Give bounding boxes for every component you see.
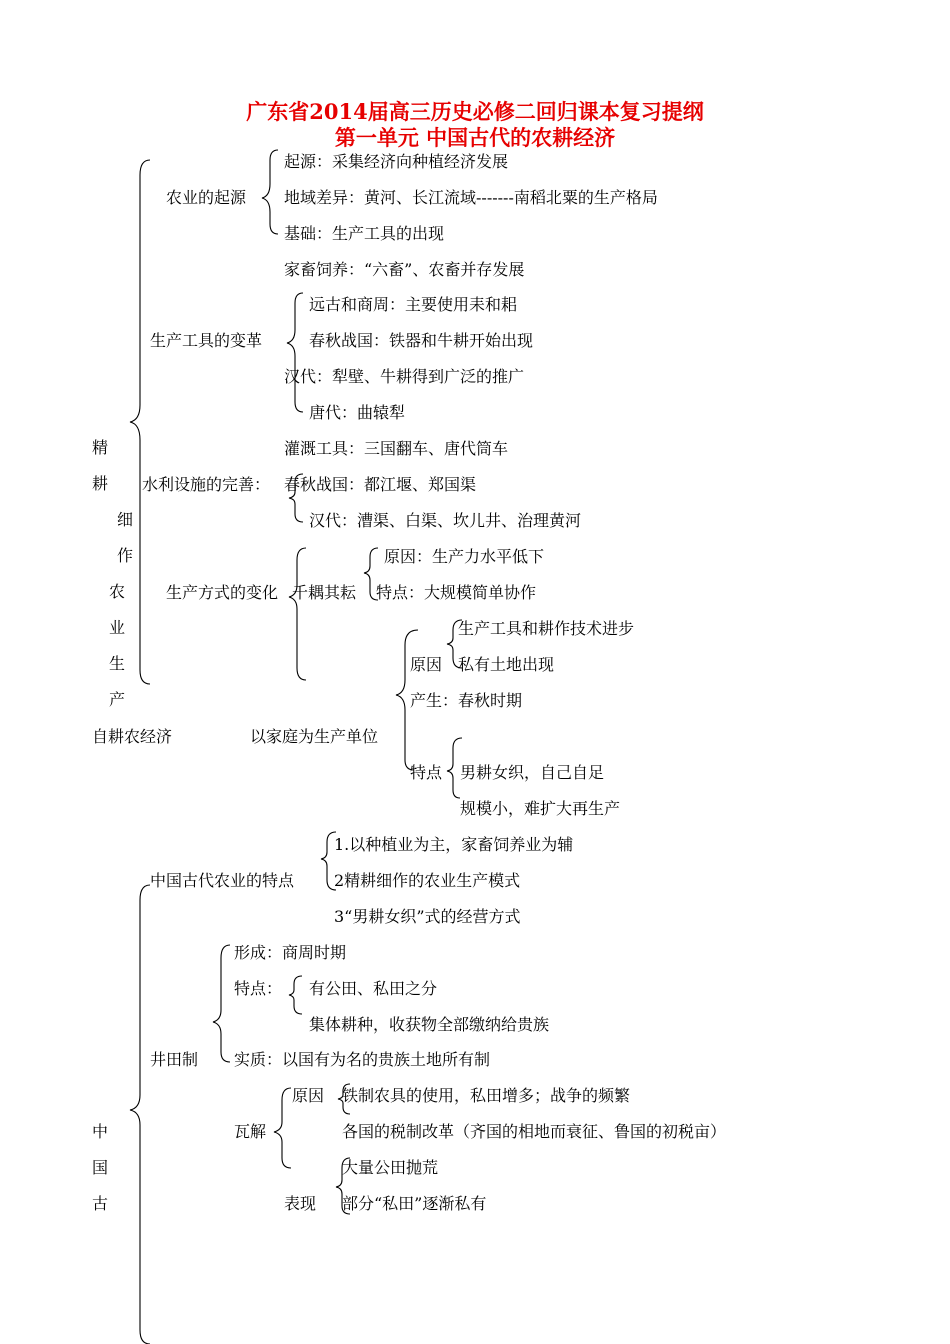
vertical-label-char: 产 <box>109 690 126 709</box>
brace <box>289 976 302 1014</box>
brace <box>289 474 303 522</box>
collapse-manifest-label: 表现 <box>284 1194 317 1213</box>
brace <box>274 1088 291 1168</box>
reason-label: 原因 <box>410 655 443 674</box>
jingtian-formation: 形成：商周时期 <box>234 943 347 962</box>
brace <box>130 160 150 684</box>
collapse-cause-item: 各国的税制改革（齐国的相地而衰征、鲁国的初税亩） <box>342 1122 727 1141</box>
vertical-label-char: 国 <box>92 1158 109 1177</box>
vertical-label-char: 生 <box>109 654 126 673</box>
agri-origin-item: 起源：采集经济向种植经济发展 <box>284 152 509 171</box>
collapse-cause-label: 原因 <box>292 1086 325 1105</box>
water-label: 水利设施的完善： <box>142 475 271 494</box>
brace <box>289 548 306 680</box>
vertical-label-char: 业 <box>109 618 126 637</box>
water-item: 春秋战国：都江堰、郑国渠 <box>284 475 477 494</box>
jingtian-feature-item: 集体耕种，收获物全部缴纳给贵族 <box>309 1015 550 1034</box>
brace <box>447 620 462 668</box>
features-label: 特点 <box>410 763 443 782</box>
brace <box>321 832 336 890</box>
tools-item: 汉代：犁壁、牛耕得到广泛的推广 <box>284 367 525 386</box>
production-mode-item: 原因：生产力水平低下 <box>384 547 545 566</box>
tools-item: 春秋战国：铁器和牛耕开始出现 <box>309 331 534 350</box>
collapse-cause-item: 铁制农具的使用，私田增多；战争的频繁 <box>342 1086 631 1105</box>
tools-label: 生产工具的变革 <box>150 331 263 350</box>
vertical-label-char: 中 <box>92 1122 109 1141</box>
brace <box>447 738 462 798</box>
jingtian-feature-item: 有公田、私田之分 <box>309 979 438 998</box>
irrigation-tools-line: 灌溉工具：三国翻车、唐代筒车 <box>284 439 509 458</box>
brace <box>130 885 150 1344</box>
tools-item: 远古和商周：主要使用耒和耜 <box>309 295 518 314</box>
reason-item: 生产工具和耕作技术进步 <box>458 619 635 638</box>
brace <box>213 945 230 1062</box>
vertical-label-char: 古 <box>92 1194 109 1213</box>
collapse-label: 瓦解 <box>234 1122 267 1141</box>
jingtian-essence: 实质：以国有为名的贵族土地所有制 <box>234 1050 491 1069</box>
water-item: 汉代：漕渠、白渠、坎儿井、治理黄河 <box>309 511 582 530</box>
agri-origin-item: 基础：生产工具的出现 <box>284 224 445 243</box>
ag-feature-item: 3“男耕女织”式的经营方式 <box>334 907 521 926</box>
reason-item: 私有土地出现 <box>458 655 555 674</box>
ag-feature-item: 1.以种植业为主，家畜饲养业为辅 <box>334 835 574 854</box>
production-mode-item: 特点：大规模简单协作 <box>376 583 537 602</box>
ag-features-label: 中国古代农业的特点 <box>150 871 295 890</box>
vertical-label-char: 作 <box>117 546 134 565</box>
agri-origin-label: 农业的起源 <box>166 188 247 207</box>
collapse-manifest-item: 部分“私田”逐渐私有 <box>342 1194 487 1213</box>
jingtian-label: 井田制 <box>150 1050 199 1069</box>
brace <box>262 150 278 234</box>
family-unit-label: 以家庭为生产单位 <box>250 727 379 746</box>
vertical-label-char: 细 <box>117 510 134 529</box>
production-mode-sub: 千耦其耘 <box>292 583 357 602</box>
brace <box>287 293 303 412</box>
unit-title: 第一单元 中国古代的农耕经济 <box>334 125 616 150</box>
feature-item: 规模小，难扩大再生产 <box>460 799 621 818</box>
vertical-label-char: 精 <box>92 438 109 457</box>
production-mode-label: 生产方式的变化 <box>166 583 279 602</box>
vertical-label-char: 耕 <box>92 474 109 493</box>
brace <box>364 548 378 600</box>
agri-origin-item: 地域差异：黄河、长江流域-------南稻北粟的生产格局 <box>284 188 658 207</box>
document-title: 广东省2014届高三历史必修二回归课本复习提纲 <box>246 99 704 124</box>
brace <box>336 1158 350 1214</box>
tools-item: 唐代：曲辕犁 <box>309 403 406 422</box>
brace <box>338 1084 350 1114</box>
vertical-label-char: 农 <box>109 582 126 601</box>
brace <box>396 630 418 770</box>
smallholder-label: 自耕农经济 <box>92 727 173 746</box>
livestock-line: 家畜饲养：“六畜”、农畜并存发展 <box>284 260 525 279</box>
ag-feature-item: 2精耕细作的农业生产模式 <box>334 871 521 890</box>
jingtian-feature-label: 特点： <box>234 979 283 998</box>
collapse-manifest-item: 大量公田抛荒 <box>342 1158 439 1177</box>
origin-line: 产生：春秋时期 <box>410 691 523 710</box>
feature-item: 男耕女织，自己自足 <box>460 763 605 782</box>
